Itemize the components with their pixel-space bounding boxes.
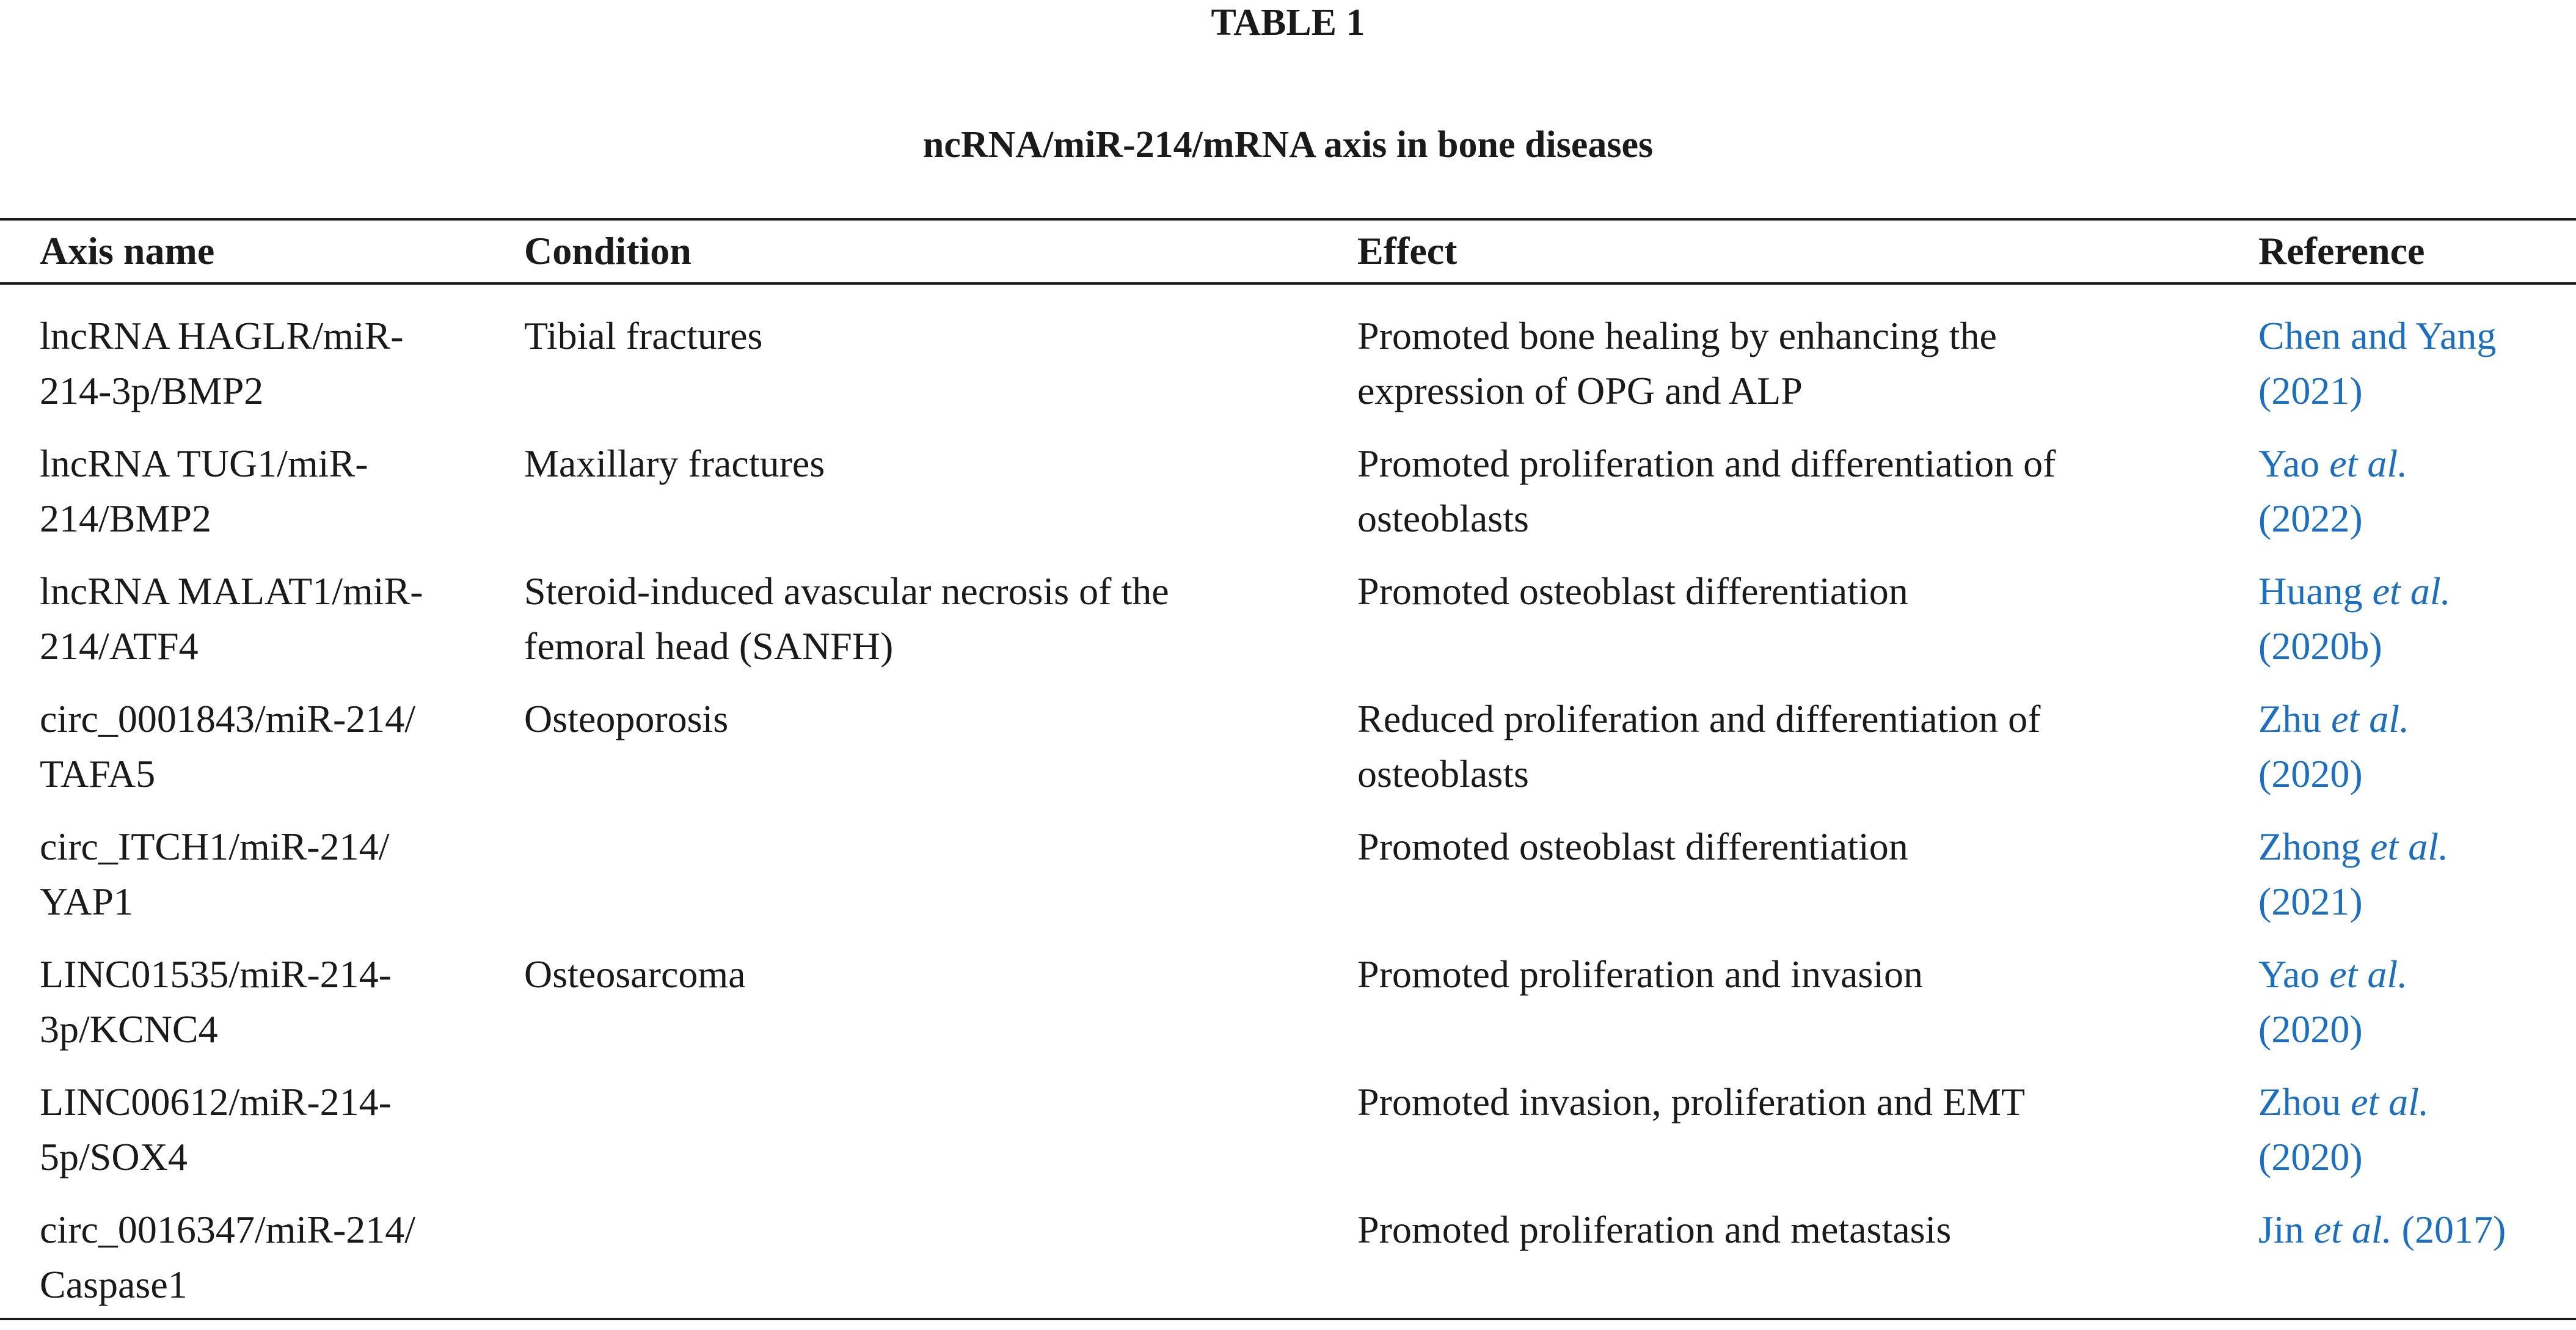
cell-condition — [524, 692, 1312, 747]
cell-axis-name-line: Caspase1 — [40, 1263, 188, 1306]
reference-year: (2020b) — [2258, 624, 2382, 668]
reference-line — [2258, 564, 2564, 619]
table-header-rule — [0, 282, 2576, 285]
cell-effect — [1357, 564, 2237, 619]
reference-et-al: et al. — [2331, 697, 2410, 740]
cell-effect-line: Promoted osteoblast differentiation — [1357, 569, 1908, 613]
reference-year: (2020) — [2258, 1135, 2363, 1178]
table-row — [0, 947, 2576, 1075]
reference-et-al: et al. — [2372, 569, 2451, 613]
header-axis-name: Axis name — [40, 229, 215, 272]
reference-year: (2021) — [2258, 369, 2363, 412]
cell-axis-name-line: lncRNA TUG1/miR- — [40, 442, 368, 485]
cell-effect-line: Promoted invasion, proliferation and EMT — [1357, 1080, 2026, 1124]
reference-year: (2022) — [2258, 497, 2363, 540]
table-body — [0, 309, 2576, 1330]
cell-axis-name-line: 214-3p/BMP2 — [40, 369, 264, 412]
table-top-rule — [0, 218, 2576, 221]
cell-condition-line: Maxillary fractures — [524, 442, 825, 485]
reference-line — [2258, 309, 2564, 364]
cell-effect-line: expression of OPG and ALP — [1357, 369, 1803, 412]
cell-condition — [524, 947, 1312, 1002]
cell-reference-link[interactable] — [2258, 947, 2564, 1057]
reference-et-al: et al. — [2351, 1080, 2429, 1124]
table-header-row — [0, 223, 2576, 279]
header-reference: Reference — [2258, 229, 2425, 272]
reference-line — [2258, 619, 2564, 674]
reference-author: Jin — [2258, 1208, 2304, 1251]
cell-effect — [1357, 1202, 2237, 1257]
cell-reference-link[interactable] — [2258, 1202, 2564, 1257]
table-row — [0, 1202, 2576, 1330]
table-row — [0, 564, 2576, 692]
cell-axis-name-line: circ_0001843/miR-214/ — [40, 697, 416, 740]
cell-axis-name — [40, 692, 504, 802]
table-number: TABLE 1 — [1211, 2, 1365, 43]
cell-condition — [524, 309, 1312, 364]
cell-reference-link[interactable] — [2258, 564, 2564, 674]
reference-et-al: et al. — [2370, 825, 2449, 868]
cell-effect — [1357, 692, 2237, 802]
reference-line — [2258, 692, 2564, 747]
cell-reference-link[interactable] — [2258, 309, 2564, 418]
header-condition: Condition — [524, 229, 691, 272]
cell-axis-name-line: 214/BMP2 — [40, 497, 211, 540]
table-row — [0, 309, 2576, 436]
cell-condition — [524, 436, 1312, 491]
cell-effect-line: osteoblasts — [1357, 497, 1529, 540]
reference-et-al: et al. — [2329, 442, 2408, 485]
reference-line — [2258, 1130, 2564, 1185]
cell-effect-line: Promoted proliferation and differentiation of — [1357, 442, 2056, 485]
cell-axis-name-line: LINC01535/miR-214- — [40, 952, 392, 996]
cell-effect-line: osteoblasts — [1357, 752, 1529, 795]
reference-line — [2258, 874, 2564, 929]
cell-effect — [1357, 947, 2237, 1002]
cell-reference-link[interactable] — [2258, 436, 2564, 546]
reference-year: (2021) — [2258, 880, 2363, 923]
cell-reference-link[interactable] — [2258, 1075, 2564, 1185]
reference-year: (2017) — [2401, 1208, 2506, 1251]
reference-author: Zhu — [2258, 697, 2322, 740]
reference-line — [2258, 491, 2564, 546]
reference-line — [2258, 1075, 2564, 1130]
cell-axis-name — [40, 309, 504, 418]
reference-author: Chen and Yang — [2258, 314, 2497, 357]
cell-axis-name — [40, 1202, 504, 1312]
cell-axis-name-line: LINC00612/miR-214- — [40, 1080, 392, 1124]
reference-line — [2258, 364, 2564, 418]
cell-effect — [1357, 819, 2237, 874]
table-row — [0, 692, 2576, 819]
table-bottom-rule — [0, 1318, 2576, 1320]
cell-condition — [524, 564, 1312, 674]
cell-effect-line: Reduced proliferation and differentiation of — [1357, 697, 2041, 740]
cell-effect — [1357, 1075, 2237, 1130]
cell-axis-name — [40, 947, 504, 1057]
cell-axis-name-line: lncRNA HAGLR/miR- — [40, 314, 404, 357]
cell-effect-line: Promoted osteoblast differentiation — [1357, 825, 1908, 868]
reference-author: Zhong — [2258, 825, 2361, 868]
cell-effect — [1357, 309, 2237, 418]
cell-axis-name-line: TAFA5 — [40, 752, 156, 795]
cell-axis-name-line: circ_ITCH1/miR-214/ — [40, 825, 390, 868]
reference-line — [2258, 819, 2564, 874]
reference-et-al: et al. — [2329, 952, 2408, 996]
reference-year: (2020) — [2258, 1007, 2363, 1051]
cell-axis-name — [40, 819, 504, 929]
cell-condition-line: Osteoporosis — [524, 697, 729, 740]
cell-effect-line: Promoted proliferation and metastasis — [1357, 1208, 1952, 1251]
reference-year: (2020) — [2258, 752, 2363, 795]
cell-condition-line: Tibial fractures — [524, 314, 763, 357]
reference-line — [2258, 436, 2564, 491]
reference-et-al: et al. — [2313, 1208, 2392, 1251]
cell-effect-line: Promoted bone healing by enhancing the — [1357, 314, 1997, 357]
reference-line — [2258, 747, 2564, 802]
table-row — [0, 819, 2576, 947]
cell-condition-line: Osteosarcoma — [524, 952, 746, 996]
table-caption: ncRNA/miR-214/mRNA axis in bone diseases — [922, 124, 1654, 166]
cell-reference-link[interactable] — [2258, 692, 2564, 802]
cell-axis-name-line: circ_0016347/miR-214/ — [40, 1208, 416, 1251]
header-effect: Effect — [1357, 229, 1458, 272]
cell-axis-name — [40, 436, 504, 546]
cell-reference-link[interactable] — [2258, 819, 2564, 929]
cell-axis-name — [40, 1075, 504, 1185]
reference-line — [2258, 1002, 2564, 1057]
cell-condition-line: Steroid-induced avascular necrosis of the — [524, 569, 1169, 613]
table-row — [0, 1075, 2576, 1202]
reference-author: Yao — [2258, 442, 2320, 485]
cell-effect-line: Promoted proliferation and invasion — [1357, 952, 1924, 996]
cell-condition-line: femoral head (SANFH) — [524, 624, 894, 668]
cell-axis-name-line: 5p/SOX4 — [40, 1135, 188, 1178]
reference-author: Zhou — [2258, 1080, 2341, 1124]
cell-axis-name-line: YAP1 — [40, 880, 133, 923]
cell-axis-name — [40, 564, 504, 674]
cell-axis-name-line: 214/ATF4 — [40, 624, 199, 668]
cell-axis-name-line: 3p/KCNC4 — [40, 1007, 218, 1051]
reference-line — [2258, 1202, 2564, 1257]
cell-axis-name-line: lncRNA MALAT1/miR- — [40, 569, 423, 613]
cell-effect — [1357, 436, 2237, 546]
reference-line — [2258, 947, 2564, 1002]
table-row — [0, 436, 2576, 564]
reference-author: Yao — [2258, 952, 2320, 996]
reference-author: Huang — [2258, 569, 2363, 613]
